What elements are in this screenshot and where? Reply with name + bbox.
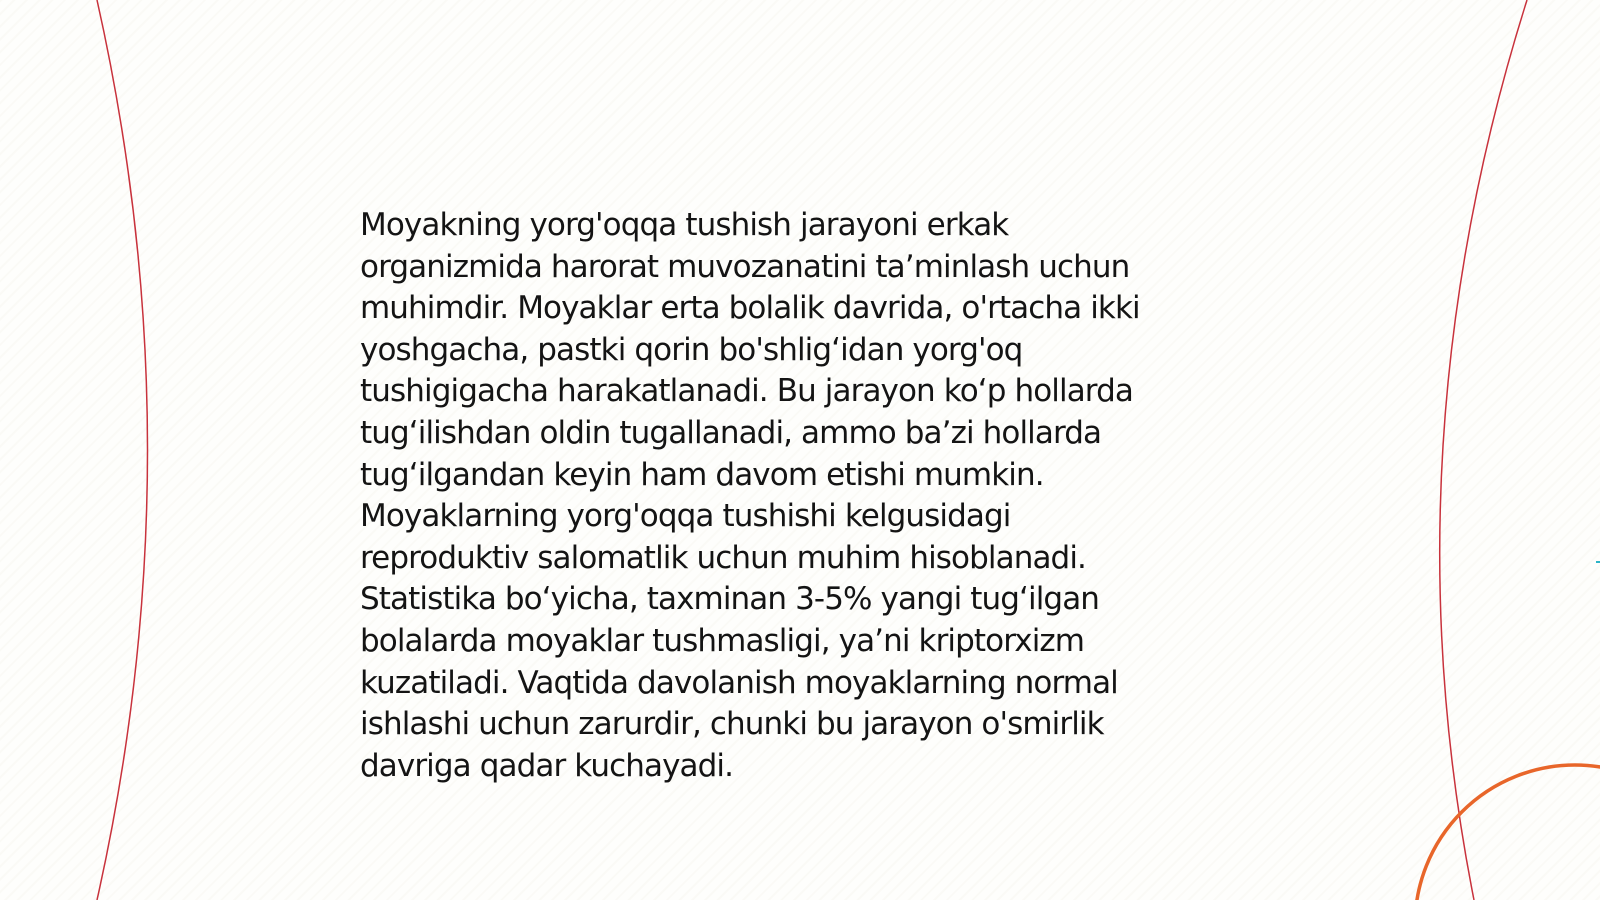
right-curve-decoration (1440, 0, 1527, 900)
left-curve-decoration (97, 0, 148, 900)
body-paragraph: Moyakning yorg'oqqa tushish jarayoni erkak organizmida harorat muvozanatini ta’minlash uchun muhimdir. Moyaklar erta bolalik davrida, o'rtacha ikki yoshgacha, pastki qorin bo'shlig‘idan yorg'oq tushigigacha harakatlanadi. Bu jarayon ko‘p hollarda tug‘ilishdan oldin tugallanadi, ammo ba’zi hollarda tug‘ilgandan keyin ham davom etishi mumkin. Moyaklarning yorg'oqqa tushishi kelgusidagi reproduktiv salomatlik uchun muhim hisoblanadi. Statistika bo‘yicha, taxminan 3-5% yangi tug‘ilgan bolalarda moyaklar tushmasligi, ya’ni kriptorxizm kuzatiladi. Vaqtida davolanish moyaklarning normal ishlashi uchun zarurdir, chunki bu jarayon o'smirlik davriga qadar kuchayadi. (360, 207, 1140, 784)
orange-arc-decoration (1415, 765, 1600, 900)
